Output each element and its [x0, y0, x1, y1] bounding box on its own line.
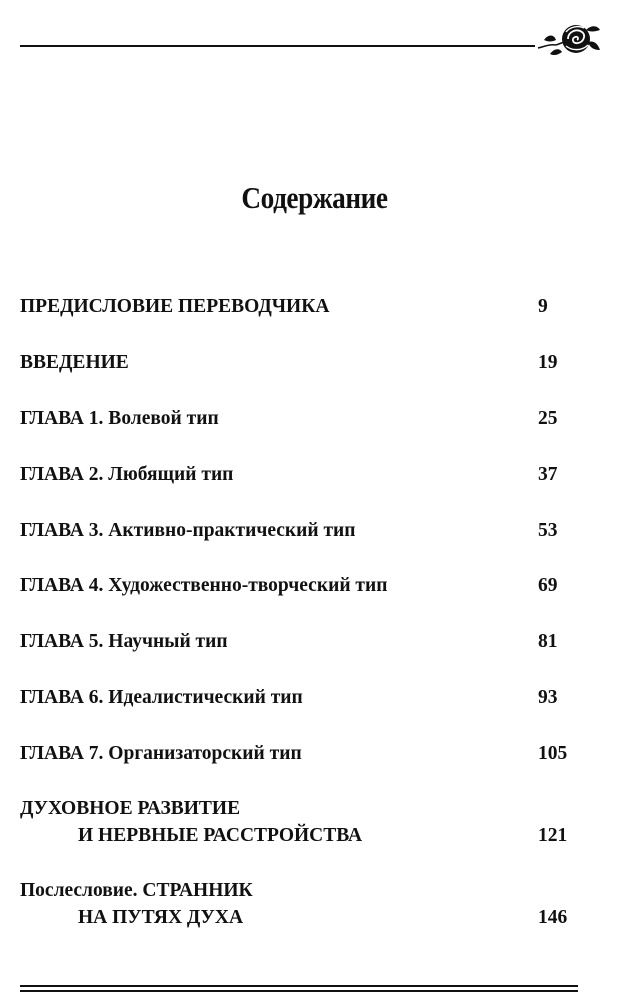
toc-entry-page: 19 [538, 352, 558, 373]
toc-entry-page: 146 [538, 907, 568, 928]
footer-rule [20, 985, 578, 987]
footer-rule [20, 990, 578, 992]
toc-entry-page: 81 [538, 631, 558, 652]
toc-entry-label: ГЛАВА 6. Идеалистический тип [20, 687, 303, 708]
toc-entry-label: ВВЕДЕНИЕ [20, 352, 129, 373]
toc-entry-label-continued: И НЕРВНЫЕ РАССТРОЙСТВА [78, 825, 363, 846]
toc-entry-label-continued: НА ПУТЯХ ДУХА [78, 907, 244, 928]
toc-entry-page: 37 [538, 464, 558, 485]
toc-entry-page: 53 [538, 520, 558, 541]
toc-entry-page: 25 [538, 408, 558, 429]
toc-entry-page: 9 [538, 296, 548, 317]
rose-icon [536, 18, 604, 62]
toc-entry-page: 93 [538, 687, 558, 708]
toc-entry-label: ГЛАВА 2. Любящий тип [20, 464, 234, 485]
toc-entry-page: 121 [538, 825, 568, 846]
toc-entry-label: ГЛАВА 3. Активно-практический тип [20, 520, 356, 541]
toc-entry-label: ГЛАВА 7. Организаторский тип [20, 743, 302, 764]
header-rule [20, 45, 535, 47]
toc-entry-label: ДУХОВНОЕ РАЗВИТИЕ [20, 798, 241, 819]
toc-entry-page: 69 [538, 575, 558, 596]
toc-entry-label: ГЛАВА 4. Художественно-творческий тип [20, 575, 388, 596]
toc-entry-label: ПРЕДИСЛОВИЕ ПЕРЕВОДЧИКА [20, 296, 330, 317]
toc-entry-label: ГЛАВА 5. Научный тип [20, 631, 228, 652]
page-title: Содержание [241, 180, 388, 215]
toc-entry-label: ГЛАВА 1. Волевой тип [20, 408, 219, 429]
toc-entry-label: Послесловие. СТРАННИК [20, 880, 253, 901]
toc-entry-page: 105 [538, 743, 568, 764]
